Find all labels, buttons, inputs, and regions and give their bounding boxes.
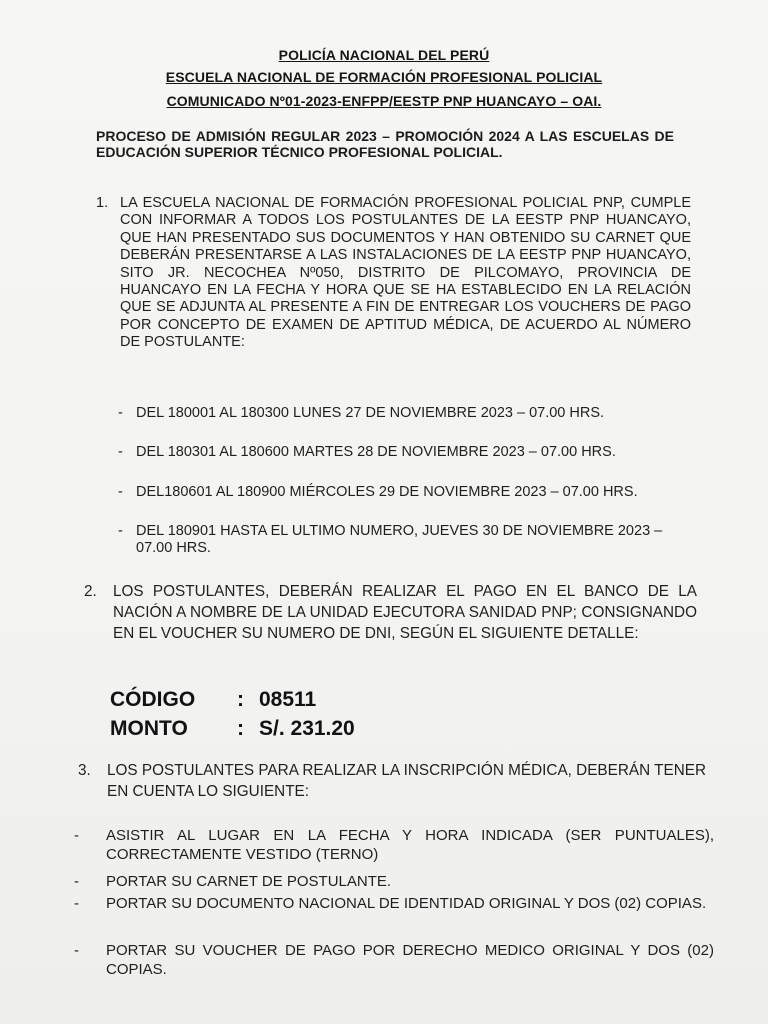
section-3-number: 3. <box>78 762 91 779</box>
requirement-item <box>74 894 714 913</box>
payment-code-value: 08511 <box>259 688 317 711</box>
schedule-item <box>118 405 693 422</box>
requirement-dash: - <box>74 827 79 844</box>
schedule-dash: - <box>118 405 123 421</box>
payment-amount-colon: : <box>237 717 244 740</box>
schedule-item <box>118 523 693 557</box>
section-3 <box>78 760 706 802</box>
section-2 <box>84 581 697 644</box>
requirement-dash: - <box>74 895 79 912</box>
requirement-item <box>74 826 714 864</box>
schedule-dash: - <box>118 523 123 539</box>
payment-amount-value: S/. 231.20 <box>259 717 355 740</box>
header-line-school: ESCUELA NACIONAL DE FORMACIÓN PROFESIONAL POLICIAL <box>165 69 603 85</box>
requirement-dash: - <box>74 873 79 890</box>
payment-code-label: CÓDIGO <box>110 688 196 711</box>
header-line-communique: COMUNICADO Nº01-2023-ENFPP/EESTP PNP HUANCAYO – OAI. <box>166 93 602 109</box>
payment-amount-label: MONTO <box>110 717 188 740</box>
section-3-text: LOS POSTULANTES PARA REALIZAR LA INSCRIPCIÓN MÉDICA, DEBERÁN TENER EN CUENTA LO SIGUIENTE: <box>107 762 706 800</box>
requirement-text: PORTAR SU CARNET DE POSTULANTE. <box>106 873 392 890</box>
requirement-item <box>74 941 714 979</box>
schedule-text: DEL180601 AL 180900 MIÉRCOLES 29 DE NOVIEMBRE 2023 – 07.00 HRS. <box>136 484 638 500</box>
schedule-text: DEL 180901 HASTA EL ULTIMO NUMERO, JUEVES 30 DE NOVIEMBRE 2023 – 07.00 HRS. <box>136 523 663 556</box>
requirement-text: ASISTIR AL LUGAR EN LA FECHA Y HORA INDICADA (SER PUNTUALES), CORRECTAMENTE VESTIDO (TERNO) <box>106 827 714 863</box>
section-1 <box>96 195 691 352</box>
section-2-text: LOS POSTULANTES, DEBERÁN REALIZAR EL PAGO EN EL BANCO DE LA NACIÓN A NOMBRE DE LA UNIDAD EJECUTORA SANIDAD PNP; CONSIGNANDO EN EL VOUCHER SU NUMERO DE DNI, SEGÚN EL SIGUIENTE DETALLE: <box>113 583 697 642</box>
schedule-item <box>118 444 693 461</box>
header-line-institution: POLICÍA NACIONAL DEL PERÚ <box>278 47 490 63</box>
section-2-number: 2. <box>84 583 97 600</box>
payment-amount-row <box>110 717 355 741</box>
section-1-text: LA ESCUELA NACIONAL DE FORMACIÓN PROFESIONAL POLICIAL PNP, CUMPLE CON INFORMAR A TODOS LOS POSTULANTES DE LA EESTP PNP HUANCAYO, QUE HAN PRESENTADO SUS DOCUMENTOS Y HAN OBTENIDO SU CARNET QUE DEBERÁN PRESENTARSE A LAS INSTALACIONES DE LA EESTP PNP HUANCAYO, SITO JR. NECOCHEA Nº050, DISTRITO DE PILCOMAYO, PROVINCIA DE HUANCAYO EN LA FECHA Y HORA QUE SE HA ESTABLECIDO EN LA RELACIÓN QUE SE ADJUNTA AL PRESENTE A FIN DE ENTREGAR LOS VOUCHERS DE PAGO POR CONCEPTO DE EXAMEN DE APTITUD MÉDICA, DE ACUERDO AL NÚMERO DE POSTULANTE: <box>120 195 691 351</box>
schedule-dash: - <box>118 444 123 460</box>
schedule-dash: - <box>118 484 123 500</box>
requirement-dash: - <box>74 942 79 959</box>
schedule-text: DEL 180001 AL 180300 LUNES 27 DE NOVIEMBRE 2023 – 07.00 HRS. <box>136 405 605 421</box>
section-1-number: 1. <box>96 195 109 211</box>
schedule-item <box>118 484 693 501</box>
requirement-text: PORTAR SU VOUCHER DE PAGO POR DERECHO MEDICO ORIGINAL Y DOS (02) COPIAS. <box>106 942 714 978</box>
payment-code-row <box>110 688 316 712</box>
requirement-text: PORTAR SU DOCUMENTO NACIONAL DE IDENTIDAD ORIGINAL Y DOS (02) COPIAS. <box>106 895 707 912</box>
requirement-item <box>74 872 714 891</box>
schedule-text: DEL 180301 AL 180600 MARTES 28 DE NOVIEMBRE 2023 – 07.00 HRS. <box>136 444 616 460</box>
payment-code-colon: : <box>237 688 244 711</box>
intro-paragraph: PROCESO DE ADMISIÓN REGULAR 2023 – PROMOCIÓN 2024 A LAS ESCUELAS DE EDUCACIÓN SUPERIOR TÉCNICO PROFESIONAL POLICIAL. <box>96 128 674 160</box>
